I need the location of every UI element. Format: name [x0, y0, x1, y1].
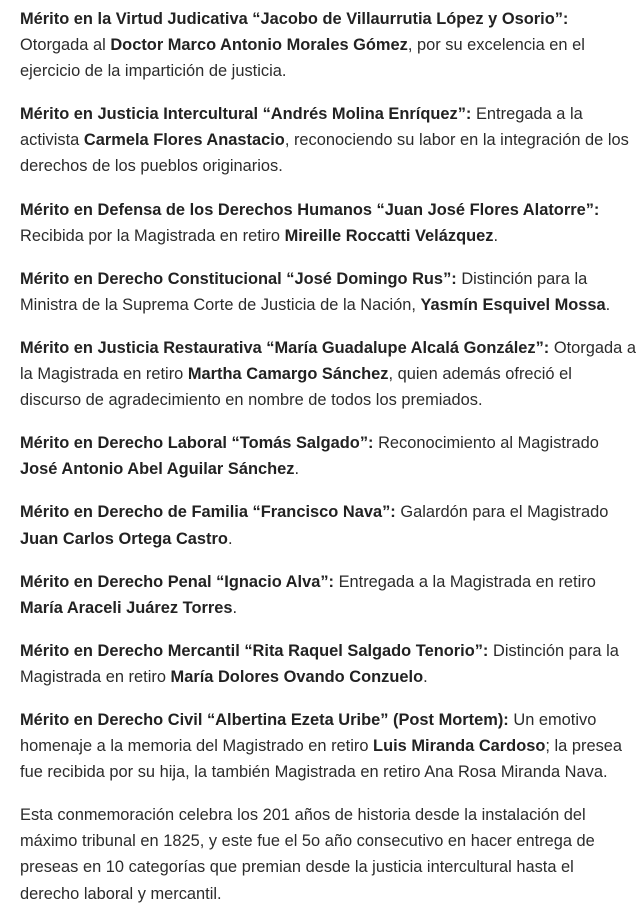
award-category: Mérito en Derecho Constitucional “José Domingo Rus”:	[20, 269, 457, 288]
award-category: Mérito en Derecho Penal “Ignacio Alva”:	[20, 572, 335, 591]
award-text: .	[294, 460, 300, 479]
award-text: , por su excelencia en el ejercicio de la impartición de justicia.	[20, 36, 585, 81]
award-text: Reconocimiento al Magistrado	[373, 434, 599, 453]
closing-paragraph: Esta conmemoración celebra los 201 años de historia desde la instalación del máximo tribunal en 1825, y este fue el 5o año consecutivo en hacer entrega de preseas en 10 categorías que premian desde la justicia intercultural hasta el derecho laboral y mercantil.	[20, 806, 595, 903]
award-paragraph	[20, 335, 636, 413]
award-text: , reconociendo su labor en la integración de los derechos de los pueblos originarios.	[20, 131, 629, 176]
award-paragraph	[20, 430, 636, 482]
award-text: Entregada a la activista	[20, 105, 583, 150]
award-paragraph	[20, 266, 636, 318]
award-recipient: Luis Miranda Cardoso	[373, 737, 546, 756]
award-text: Recibida por la Magistrada en retiro	[20, 226, 285, 245]
award-text: .	[232, 598, 238, 617]
award-text: Distinción para la Ministra de la Suprema Corte de Justicia de la Nación,	[20, 269, 588, 314]
award-recipient: Juan Carlos Ortega Castro	[20, 529, 228, 548]
award-text: Galardón para el Magistrado	[395, 503, 609, 522]
award-paragraph	[20, 569, 636, 621]
award-recipient: Doctor Marco Antonio Morales Gómez	[110, 36, 408, 55]
award-category: Mérito en Derecho Civil “Albertina Ezeta Uribe” (Post Mortem):	[20, 710, 509, 729]
award-paragraph	[20, 638, 636, 690]
award-category: Mérito en Defensa de los Derechos Humanos “Juan José Flores Alatorre”:	[20, 200, 600, 219]
award-recipient: Martha Camargo Sánchez	[187, 365, 389, 384]
award-text: ; la presea fue recibida por su hija, la también Magistrada en retiro Ana Rosa Miranda Nava.	[20, 737, 623, 782]
award-text: .	[423, 667, 428, 686]
award-recipient: María Dolores Ovando Conzuelo	[170, 667, 424, 686]
award-text: Un emotivo homenaje a la memoria del Magistrado en retiro	[20, 710, 597, 756]
award-category: Mérito en Derecho Mercantil “Rita Raquel Salgado Tenorio”:	[20, 641, 489, 660]
award-paragraph	[20, 499, 636, 551]
award-recipient: Yasmín Esquivel Mossa	[420, 295, 606, 314]
award-recipient: Carmela Flores Anastacio	[83, 131, 285, 150]
award-category: Mérito en Justicia Intercultural “Andrés Molina Enríquez”:	[20, 105, 472, 124]
award-text: Otorgada a la Magistrada en retiro	[20, 338, 636, 384]
award-paragraph	[20, 197, 636, 249]
award-text: .	[493, 226, 499, 245]
award-paragraph	[20, 101, 636, 179]
award-text: .	[605, 295, 611, 314]
award-category: Mérito en Derecho de Familia “Francisco Nava”:	[20, 503, 396, 522]
award-recipient: Mireille Roccatti Velázquez	[284, 226, 494, 245]
award-category: Mérito en la Virtud Judicativa “Jacobo de Villaurrutia López y Osorio”:	[20, 10, 569, 28]
award-text: , quien además ofreció el discurso de agradecimiento en nombre de todos los premiados.	[20, 365, 572, 410]
award-recipient: María Araceli Juárez Torres	[20, 598, 233, 617]
award-category: Mérito en Derecho Laboral “Tomás Salgado”:	[20, 434, 374, 453]
award-text: Entregada a la Magistrada en retiro	[334, 572, 596, 591]
award-paragraph	[20, 6, 636, 84]
award-text: .	[227, 529, 233, 548]
award-text: Distinción para la Magistrada en retiro	[20, 641, 619, 686]
award-category: Mérito en Justicia Restaurativa “María Guadalupe Alcalá González”:	[20, 338, 550, 357]
award-recipient: José Antonio Abel Aguilar Sánchez	[20, 460, 295, 479]
award-paragraph	[20, 707, 636, 785]
award-text: Otorgada al	[20, 36, 111, 55]
